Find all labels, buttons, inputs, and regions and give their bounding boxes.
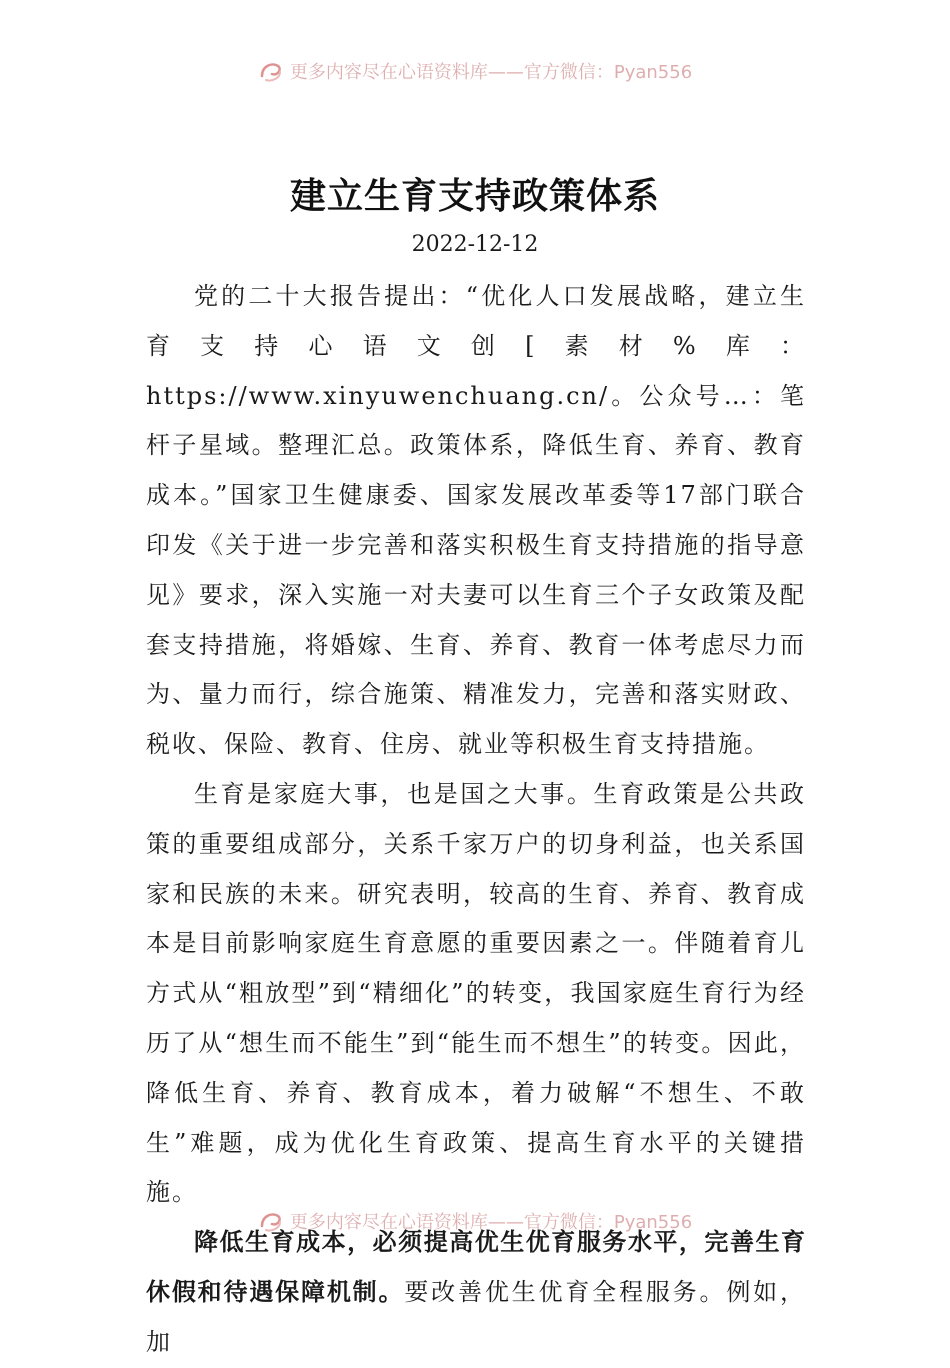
watermark-header [0, 56, 950, 86]
document-title: 建立生育支持政策体系 [289, 175, 660, 217]
document-date: 2022-12-12 [411, 232, 539, 257]
paragraph-2: 生育是家庭大事，也是国之大事。生育政策是公共政策的重要组成部分，关系千家万户的切身利益，也关系国家和民族的未来。研究表明，较高的生育、养育、教育成本是目前影响家庭生育意愿的重要因素之一。伴随着育儿方式从“粗放型”到“精细化”的转变，我国家庭生育行为经历了从“想生而不能生”到“能生而不想生”的转变。因此，降低生育、养育、教育成本，着力破解“不想生、不敢生”难题，成为优化生育政策、提高生育水平的关键措施。 [146, 779, 806, 1207]
brand-swirl-icon [258, 1208, 284, 1234]
watermark-text: 更多内容尽在心语资料库——官方微信：Pyan556 [289, 62, 693, 83]
paragraph-3 [146, 1218, 806, 1367]
watermark-footer [0, 1206, 950, 1236]
paragraph-3-lead: 降低生育成本，必须提高优生优育服务水平，完善生育休假和待遇保障机制。 [146, 1228, 806, 1306]
watermark-text: 更多内容尽在心语资料库——官方微信：Pyan556 [289, 1212, 693, 1233]
brand-swirl-icon [258, 58, 284, 84]
paragraph-1: 党的二十大报告提出：“优化人口发展战略，建立生育支持心语文创[素材%库：https://www.xinyuwenchuang.cn/。公众号…：笔杆子星域。整理汇总。政策体系，降低生育、养育、教育成本。”国家卫生健康委、国家发展改革委等17部门联合印发《关于进一步完善和落实积极生育支持措施的指导意见》要求，深入实施一对夫妻可以生育三个子女政策及配套支持措施，将婚嫁、生育、养育、教育一体考虑尽力而为、量力而行，综合施策、精准发力，完善和落实财政、税收、保险、教育、住房、就业等积极生育支持措施。 [146, 282, 806, 759]
paragraph-3-text: 要改善优生优育全程服务。例如，加 [146, 1277, 807, 1356]
